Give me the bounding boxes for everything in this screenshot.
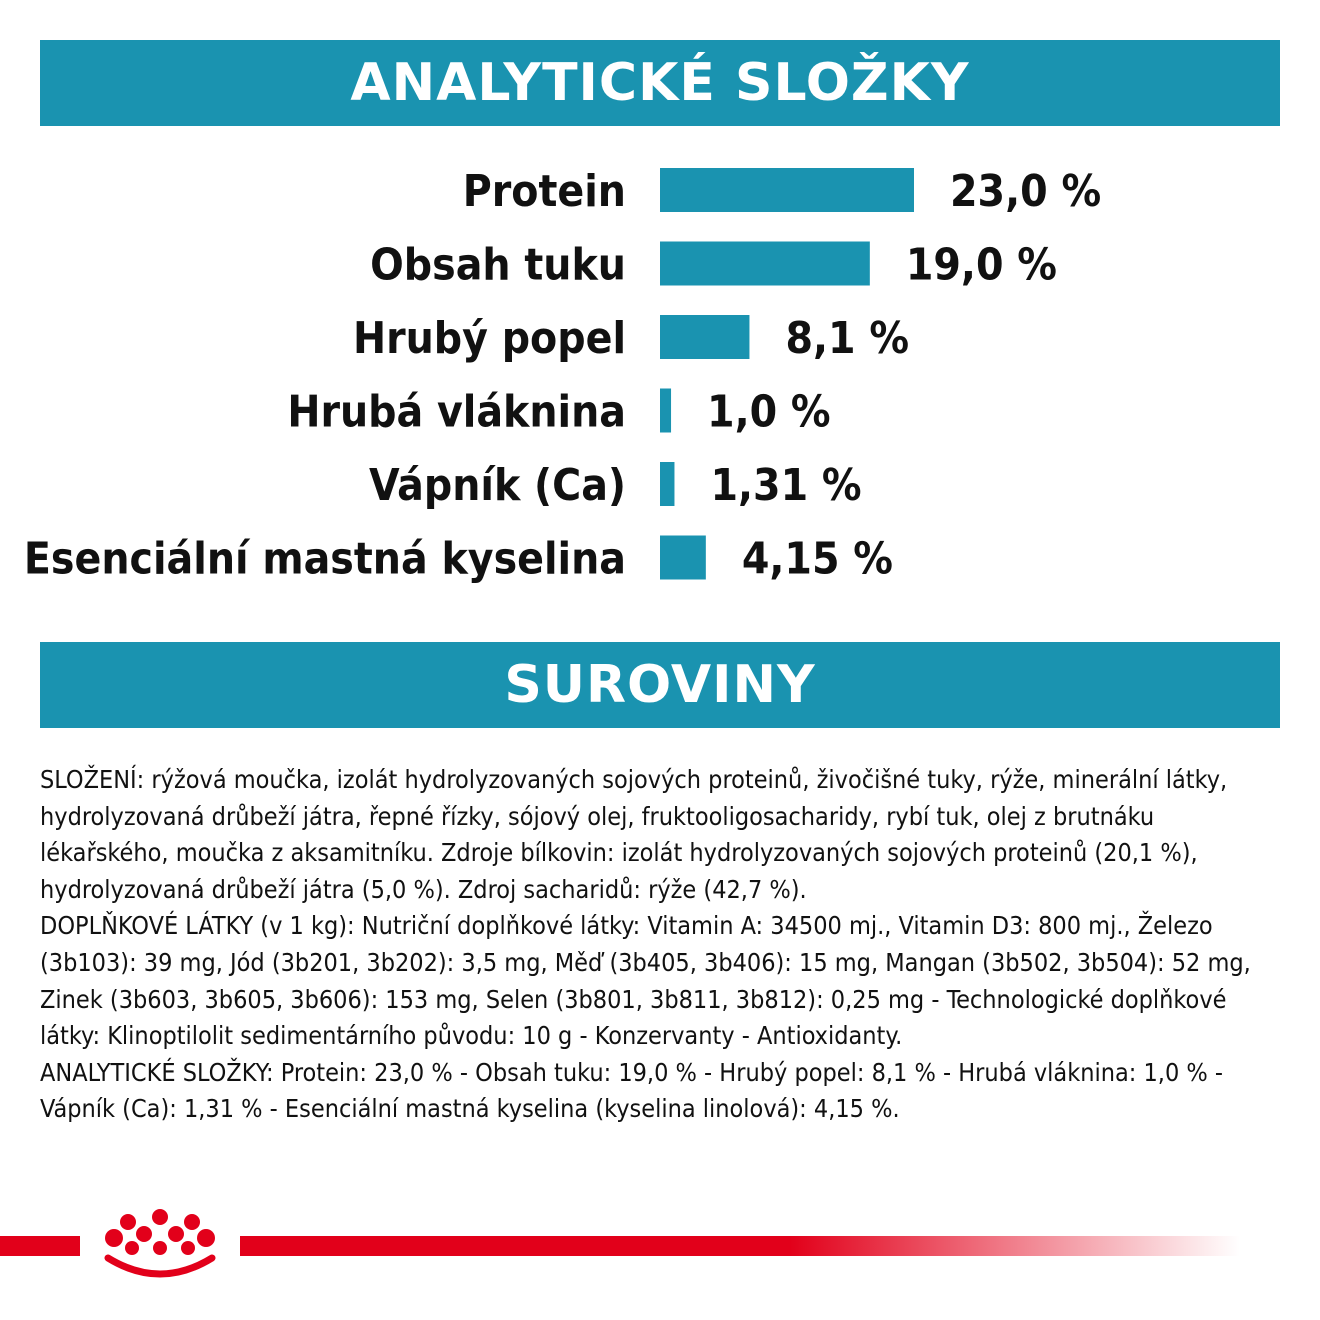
category-label: Obsah tuku xyxy=(370,239,626,291)
value-label: 19,0 % xyxy=(905,239,1057,291)
bar xyxy=(660,168,914,212)
analytical-components-title: ANALYTICKÉ SLOŽKY xyxy=(350,53,970,113)
composition-text xyxy=(40,762,1280,1128)
crown-icon xyxy=(92,1208,228,1282)
value-label: 1,31 % xyxy=(710,460,862,511)
value-label: 8,1 % xyxy=(785,313,910,364)
ingredients-header xyxy=(40,642,1280,728)
footer-red-line-left xyxy=(0,1236,80,1256)
value-label: 1,0 % xyxy=(707,386,831,438)
bar xyxy=(660,242,870,286)
composition-paragraph: SLOŽENÍ: rýžová moučka, izolát hydrolyzovaných sojových proteinů, živočišné tuky, rýže, minerální látky, hydrolyzovaná drůbeží játra, řepné řízky, sójový olej, fruktooligosacharidy, rybí tuk, olej z brutnáku lékařského, moučka z aksamitníku. Zdroje bílkovin: izolát hydrolyzovaných sojových proteinů (20,1 %), hydrolyzovaná drůbeží játra (5,0 %). Zdroj sacharidů: rýže (42,7 %). xyxy=(40,765,1228,904)
ingredients-title: SUROVINY xyxy=(504,655,816,715)
value-label: 23,0 % xyxy=(950,166,1102,217)
analytical-components-header xyxy=(40,40,1280,126)
additives-paragraph: DOPLŇKOVÉ LÁTKY (v 1 kg): Nutriční doplňkové látky: Vitamin A: 34500 mj., Vitamin D3: 800 mj., Železo (3b103): 39 mg, Jód (3b201, 3b202): 3,5 mg, Měď (3b405, 3b406): 15 mg, Mangan (3b502, 3b504): 52 mg, Zinek (3b603, 3b605, 3b606): 153 mg, Selen (3b801, 3b811, 3b812): 0,25 mg - Technologické doplňkové látky: Klinoptilolit sedimentárního původu: 10 g - Konzervanty - Antioxidanty. xyxy=(40,911,1251,1051)
bar xyxy=(660,389,671,433)
category-label: Hrubá vláknina xyxy=(287,386,626,438)
category-label: Hrubý popel xyxy=(352,313,626,364)
analytical-paragraph: ANALYTICKÉ SLOŽKY: Protein: 23,0 % - Obsah tuku: 19,0 % - Hrubý popel: 8,1 % - Hrubá vláknina: 1,0 % - Vápník (Ca): 1,31 % - Esenciální mastná kyselina (kyselina linolová): 4,15 %. xyxy=(40,1057,1224,1124)
bar xyxy=(660,536,706,580)
analytical-bar-chart xyxy=(0,150,1320,610)
category-label: Vápník (Ca) xyxy=(368,460,626,511)
category-label: Esenciální mastná kyselina xyxy=(23,533,626,585)
bar xyxy=(660,315,749,359)
bar xyxy=(660,462,674,506)
footer-red-line-right xyxy=(240,1236,1240,1256)
value-label: 4,15 % xyxy=(741,533,893,585)
category-label: Protein xyxy=(462,166,626,217)
